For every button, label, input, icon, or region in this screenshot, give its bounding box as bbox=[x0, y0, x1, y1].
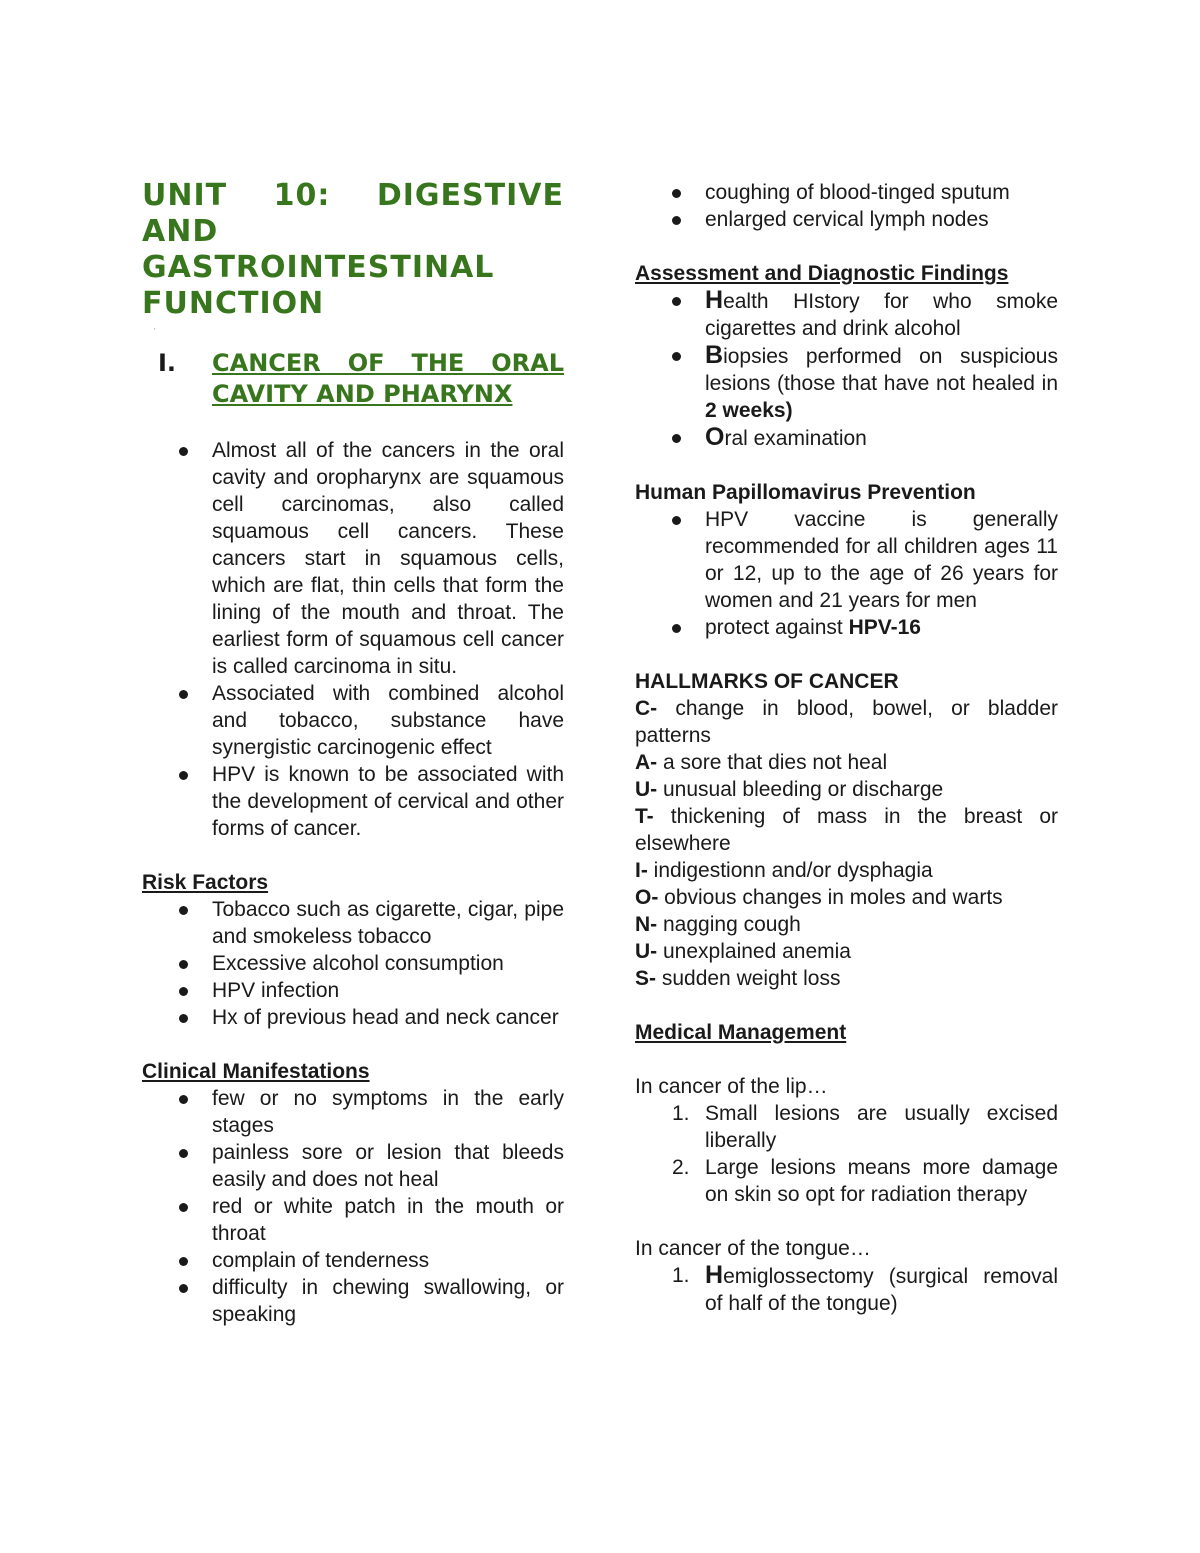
item-text: Large lesions means more damage on skin so opt for radiation therapy bbox=[705, 1156, 1058, 1206]
item-number: 1. bbox=[672, 1264, 690, 1287]
tongue-list bbox=[672, 1262, 1058, 1317]
spacer bbox=[635, 641, 1058, 668]
spacer bbox=[635, 1046, 1058, 1073]
list-item: Associated with combined alcohol and tobacco, substance have synergistic carcinogenic effect bbox=[179, 680, 564, 761]
spacer bbox=[635, 1208, 1058, 1235]
hallmark-item bbox=[635, 749, 1058, 776]
hallmark-text: indigestionn and/or dysphagia bbox=[647, 859, 933, 882]
item-text: ral examination bbox=[724, 427, 867, 450]
initial-letter: O bbox=[705, 423, 725, 451]
list-item bbox=[672, 1154, 1058, 1208]
intro-list bbox=[179, 437, 564, 842]
spacer bbox=[142, 410, 564, 437]
list-item: HPV infection bbox=[179, 977, 564, 1004]
assessment-list bbox=[672, 287, 1058, 452]
clinical-list bbox=[179, 1085, 564, 1328]
hallmark-item bbox=[635, 776, 1058, 803]
hallmark-key: U- bbox=[635, 778, 658, 801]
list-item bbox=[672, 1100, 1058, 1154]
list-item bbox=[672, 614, 1058, 641]
initial-letter: H bbox=[705, 1261, 724, 1289]
hallmark-item bbox=[635, 938, 1058, 965]
item-text: Small lesions are usually excised liberally bbox=[705, 1102, 1058, 1152]
hallmark-text: thickening of mass in the breast or elsewhere bbox=[635, 805, 1058, 855]
hallmark-item bbox=[635, 884, 1058, 911]
list-item bbox=[672, 287, 1058, 342]
hallmark-key: C- bbox=[635, 697, 658, 720]
hallmark-text: unexplained anemia bbox=[657, 940, 851, 963]
list-item: Almost all of the cancers in the oral cavity and oropharynx are squamous cell carcinomas, also called squamous cell cancers. These cancers start in squamous cells, which are flat, thin cells that form the lining of the mouth and throat. The earliest form of squamous cell cancer is called carcinoma in situ. bbox=[179, 437, 564, 680]
unit-title bbox=[142, 178, 564, 322]
item-bold-text: 2 weeks) bbox=[705, 399, 793, 422]
hallmarks-heading: HALLMARKS OF CANCER bbox=[635, 670, 899, 693]
hallmark-text: obvious changes in moles and warts bbox=[658, 886, 1003, 909]
hallmark-key: T- bbox=[635, 805, 654, 828]
unit-title-line-2: AND bbox=[142, 214, 219, 249]
hpv-prevention-heading: Human Papillomavirus Prevention bbox=[635, 481, 976, 504]
spacer bbox=[142, 1031, 564, 1058]
hallmark-key: N- bbox=[635, 913, 658, 936]
hallmark-item bbox=[635, 965, 1058, 992]
hallmark-text: sudden weight loss bbox=[656, 967, 841, 990]
hallmark-key: I- bbox=[635, 859, 648, 882]
spacer bbox=[635, 992, 1058, 1019]
list-item bbox=[672, 342, 1058, 424]
list-item: difficulty in chewing swallowing, or speaking bbox=[179, 1274, 564, 1328]
list-item bbox=[672, 424, 1058, 452]
list-item: enlarged cervical lymph nodes bbox=[672, 206, 1058, 233]
stray-mark: ' bbox=[154, 327, 156, 336]
hallmark-item bbox=[635, 803, 1058, 857]
hpv-prevention-list bbox=[672, 506, 1058, 641]
right-column bbox=[635, 179, 1058, 1317]
hallmark-text: unusual bleeding or discharge bbox=[657, 778, 944, 801]
unit-title-line-1: UNIT 10: DIGESTIVE bbox=[142, 178, 564, 213]
item-text: emiglossectomy (surgical removal of half of the tongue) bbox=[705, 1265, 1058, 1315]
hallmark-text: nagging cough bbox=[657, 913, 801, 936]
clinical-list-continued bbox=[672, 179, 1058, 233]
list-item: complain of tenderness bbox=[179, 1247, 564, 1274]
list-item: coughing of blood-tinged sputum bbox=[672, 179, 1058, 206]
list-item: red or white patch in the mouth or throat bbox=[179, 1193, 564, 1247]
list-item: Excessive alcohol consumption bbox=[179, 950, 564, 977]
unit-title-line-4: FUNCTION bbox=[142, 286, 325, 321]
hallmark-item bbox=[635, 695, 1058, 749]
item-bold-text: HPV-16 bbox=[848, 616, 921, 639]
item-text: protect against bbox=[705, 616, 849, 639]
spacer bbox=[142, 842, 564, 869]
medical-heading: Medical Management bbox=[635, 1021, 847, 1044]
clinical-heading: Clinical Manifestations bbox=[142, 1060, 370, 1083]
hallmark-text: a sore that dies not heal bbox=[657, 751, 888, 774]
initial-letter: H bbox=[705, 286, 724, 314]
hallmark-key: S- bbox=[635, 967, 656, 990]
left-column bbox=[142, 178, 564, 1328]
spacer bbox=[635, 233, 1058, 260]
item-text: iopsies performed on suspicious lesions (those that have not healed in bbox=[705, 345, 1058, 395]
assessment-heading: Assessment and Diagnostic Findings bbox=[635, 262, 1009, 285]
item-number: 2. bbox=[672, 1156, 690, 1179]
list-item: few or no symptoms in the early stages bbox=[179, 1085, 564, 1139]
hallmark-item bbox=[635, 911, 1058, 938]
tongue-intro: In cancer of the tongue… bbox=[635, 1237, 871, 1260]
unit-title-line-3: GASTROINTESTINAL bbox=[142, 250, 495, 285]
hallmark-item bbox=[635, 857, 1058, 884]
risk-factors-list bbox=[179, 896, 564, 1031]
list-item: Tobacco such as cigarette, cigar, pipe and smokeless tobacco bbox=[179, 896, 564, 950]
item-number: 1. bbox=[672, 1102, 690, 1125]
lip-intro: In cancer of the lip… bbox=[635, 1075, 828, 1098]
list-item: HPV is known to be associated with the development of cervical and other forms of cancer. bbox=[179, 761, 564, 842]
initial-letter: B bbox=[705, 341, 724, 369]
list-item: Hx of previous head and neck cancer bbox=[179, 1004, 564, 1031]
risk-factors-heading: Risk Factors bbox=[142, 871, 269, 894]
hallmark-key: U- bbox=[635, 940, 658, 963]
hallmark-key: A- bbox=[635, 751, 658, 774]
hallmarks-list bbox=[635, 695, 1058, 992]
section-number: I. bbox=[158, 349, 177, 377]
hallmark-key: O- bbox=[635, 886, 659, 909]
section-heading bbox=[142, 348, 564, 410]
item-text: ealth HIstory for who smoke cigarettes and drink alcohol bbox=[705, 290, 1058, 340]
section-title: CANCER OF THE ORAL CAVITY AND PHARYNX bbox=[212, 349, 564, 408]
lip-list bbox=[672, 1100, 1058, 1208]
hallmark-text: change in blood, bowel, or bladder patterns bbox=[635, 697, 1058, 747]
spacer bbox=[635, 452, 1058, 479]
list-item: HPV vaccine is generally recommended for all children ages 11 or 12, up to the age of 26 years for women and 21 years for men bbox=[672, 506, 1058, 614]
list-item: painless sore or lesion that bleeds easily and does not heal bbox=[179, 1139, 564, 1193]
list-item bbox=[672, 1262, 1058, 1317]
